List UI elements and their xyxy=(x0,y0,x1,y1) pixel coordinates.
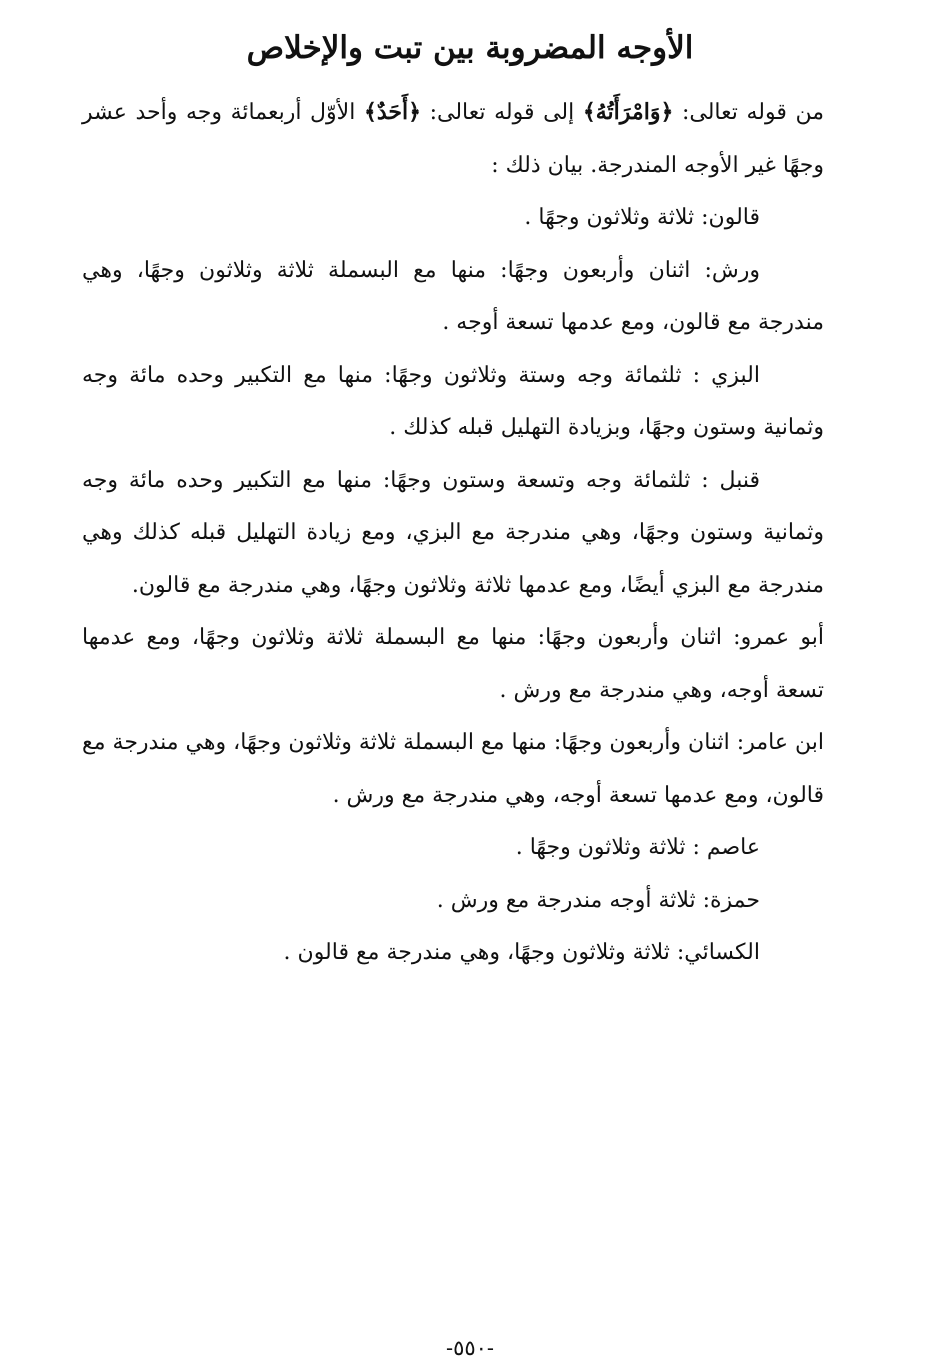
paragraph-qalun: قالون: ثلاثة وثلاثون وجهًا . xyxy=(524,205,760,230)
page-number: -٥٥٠- xyxy=(445,1336,495,1360)
paragraph-hamza: حمزة: ثلاثة أوجه مندرجة مع ورش . xyxy=(436,887,760,913)
paragraph-abu-amr: أبو عمرو: اثنان وأربعون وجهًا: منها مع البسملة ثلاثة وثلاثون وجهًا، ومع عدمها تسعة أوجه، وهي مندرجة مع ورش . xyxy=(82,625,824,703)
intro-text-1: من قوله تعالى: xyxy=(673,100,824,125)
paragraph-asim: عاصم : ثلاثة وثلاثون وجهًا . xyxy=(515,835,760,860)
paragraph-qunbul: قنبل : ثلثمائة وجه وتسعة وستون وجهًا: منها مع التكبير وحده مائة وجه وثمانية وستون وجهًا، وهي مندرجة مع البزي، ومع زيادة التهليل قبله كذلك وهي مندرجة مع البزي أيضًا، ومع عدمها ثلاثة وثلاثون وجهًا، وهي مندرجة مع قالون. xyxy=(82,467,824,598)
paragraph-ibn-amir: ابن عامر: اثنان وأربعون وجهًا: منها مع البسملة ثلاثة وثلاثون وجهًا، وهي مندرجة مع قالون، ومع عدمها تسعة أوجه، وهي مندرجة مع ورش . xyxy=(82,730,824,808)
intro-text-2: إلى قوله تعالى: xyxy=(420,100,583,125)
body-text xyxy=(82,86,824,980)
quran-citation-2: ﴿أَحَدٌ﴾ xyxy=(363,99,421,125)
paragraph-warsh: ورش: اثنان وأربعون وجهًا: منها مع البسملة ثلاثة وثلاثون وجهًا، وهي مندرجة مع قالون، ومع عدمها تسعة أوجه . xyxy=(82,257,824,335)
paragraph-kisai: الكسائي: ثلاثة وثلاثون وجهًا، وهي مندرجة مع قالون . xyxy=(283,940,760,965)
page-title: الأوجه المضروبة بين تبت والإخلاص xyxy=(246,30,694,66)
paragraph-bazzi: البزي : ثلثمائة وجه وستة وثلاثون وجهًا: منها مع التكبير وحده مائة وجه وثمانية وستون وجهًا، وبزيادة التهليل قبله كذلك . xyxy=(82,362,824,440)
intro-paragraph xyxy=(82,86,824,192)
quran-citation-1: ﴿وَامْرَأَتُهُ﴾ xyxy=(582,99,674,125)
intro-text-3: الأوّل أربعمائة وجه وأحد عشر وجهًا غير الأوجه المندرجة. بيان ذلك : xyxy=(82,100,824,178)
